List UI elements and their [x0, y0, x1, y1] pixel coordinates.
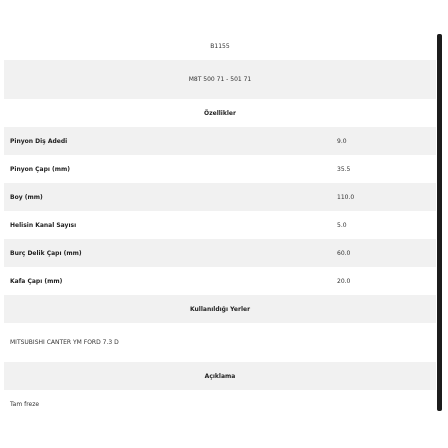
usage-text: MITSUBISHI CANTER YM FORD 7.3 D: [10, 339, 119, 346]
spec-label: Burç Delik Çapı (mm): [10, 249, 82, 257]
product-code: B1155: [210, 42, 230, 50]
scrollbar[interactable]: [437, 34, 442, 411]
spec-label: Pinyon Diş Adedi: [10, 137, 68, 145]
spec-label: Pinyon Çapı (mm): [10, 165, 70, 173]
spec-row: [4, 183, 436, 211]
spec-label: Boy (mm): [10, 193, 43, 201]
product-detail-table: [4, 32, 436, 418]
spec-value: 5.0: [337, 221, 347, 229]
features-header: [4, 99, 436, 127]
spec-row: [4, 211, 436, 239]
spec-row: [4, 155, 436, 183]
reference-numbers: M8T 500 71 - 501 71: [188, 76, 252, 83]
spec-value: 20.0: [337, 277, 351, 285]
description-header: [4, 362, 436, 390]
product-code-row: [4, 32, 436, 60]
features-title: Özellikler: [204, 109, 236, 117]
spec-label: Kafa Çapı (mm): [10, 277, 63, 285]
description-text: Tam freze: [10, 400, 40, 408]
usage-title: Kullanıldığı Yerler: [189, 305, 251, 313]
description-row: [4, 390, 436, 418]
spec-value: 9.0: [337, 137, 347, 145]
spec-value: 110.0: [337, 193, 355, 201]
spec-value: 60.0: [337, 249, 351, 257]
spec-value: 35.5: [337, 165, 351, 173]
usage-row: [4, 323, 436, 362]
reference-row: [4, 60, 436, 99]
spec-row: [4, 267, 436, 295]
spec-label: Helisin Kanal Sayısı: [10, 221, 77, 229]
spec-row: [4, 127, 436, 155]
spec-row: [4, 239, 436, 267]
usage-header: [4, 295, 436, 323]
description-title: Açıklama: [204, 372, 236, 380]
